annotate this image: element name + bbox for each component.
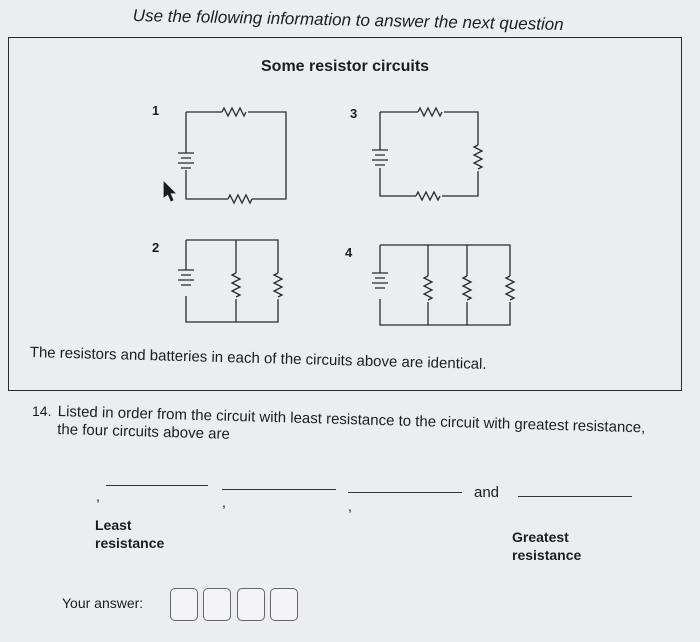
least-resistance-label [95,516,164,552]
greatest-resistance-label [512,528,581,564]
circuit-4-label: 4 [345,245,353,260]
resistor-icon [222,108,246,116]
comma: , [222,494,226,510]
answer-box-3[interactable] [237,588,265,621]
answer-blank-2 [222,489,336,490]
resistor-icon [232,273,240,297]
your-answer-label: Your answer: [62,595,144,611]
resistor-icon [228,195,252,203]
resistor-icon [274,273,282,297]
circuit-3 [372,108,482,200]
battery-icon [178,153,194,168]
figure-statement: The resistors and batteries in each of the circuits above are identical. [29,344,487,373]
circuit-2-label: 2 [152,240,160,255]
comma: , [96,488,100,504]
answer-box-1[interactable] [170,588,198,621]
circuit-1 [178,108,286,203]
battery-icon [178,270,194,285]
circuit-1-label: 1 [152,103,160,118]
question-number: 14. [32,403,52,419]
answer-blank-1 [106,485,208,486]
battery-icon [372,150,388,165]
battery-icon [372,273,388,288]
question-text: Listed in order from the circuit with least resistance to the circuit with greatest resistance, the four circuits above are [57,403,646,443]
answer-box-2[interactable] [203,588,231,621]
resistor-icon [424,276,432,300]
pointer-cursor-icon [164,182,175,201]
answer-blank-4 [518,496,632,497]
instruction-text: Use the following information to answer the next question [132,6,564,35]
comma: , [348,498,352,514]
conjunction-and: and [474,484,500,501]
least-label-line-2: resistance [95,535,165,551]
circuit-2 [178,240,282,322]
greatest-label-line-2: resistance [512,547,582,563]
resistor-icon [416,192,440,200]
resistor-icon [418,108,442,116]
resistor-icon [506,276,514,300]
circuit-4 [372,245,514,325]
resistor-icon [463,276,471,300]
greatest-label-line-1: Greatest [512,529,569,545]
least-label-line-1: Least [95,517,132,533]
figure-title: Some resistor circuits [261,58,430,75]
resistor-icon [474,145,482,169]
circuit-3-label: 3 [350,106,358,121]
answer-box-4[interactable] [270,588,298,621]
answer-blank-3 [348,492,462,493]
